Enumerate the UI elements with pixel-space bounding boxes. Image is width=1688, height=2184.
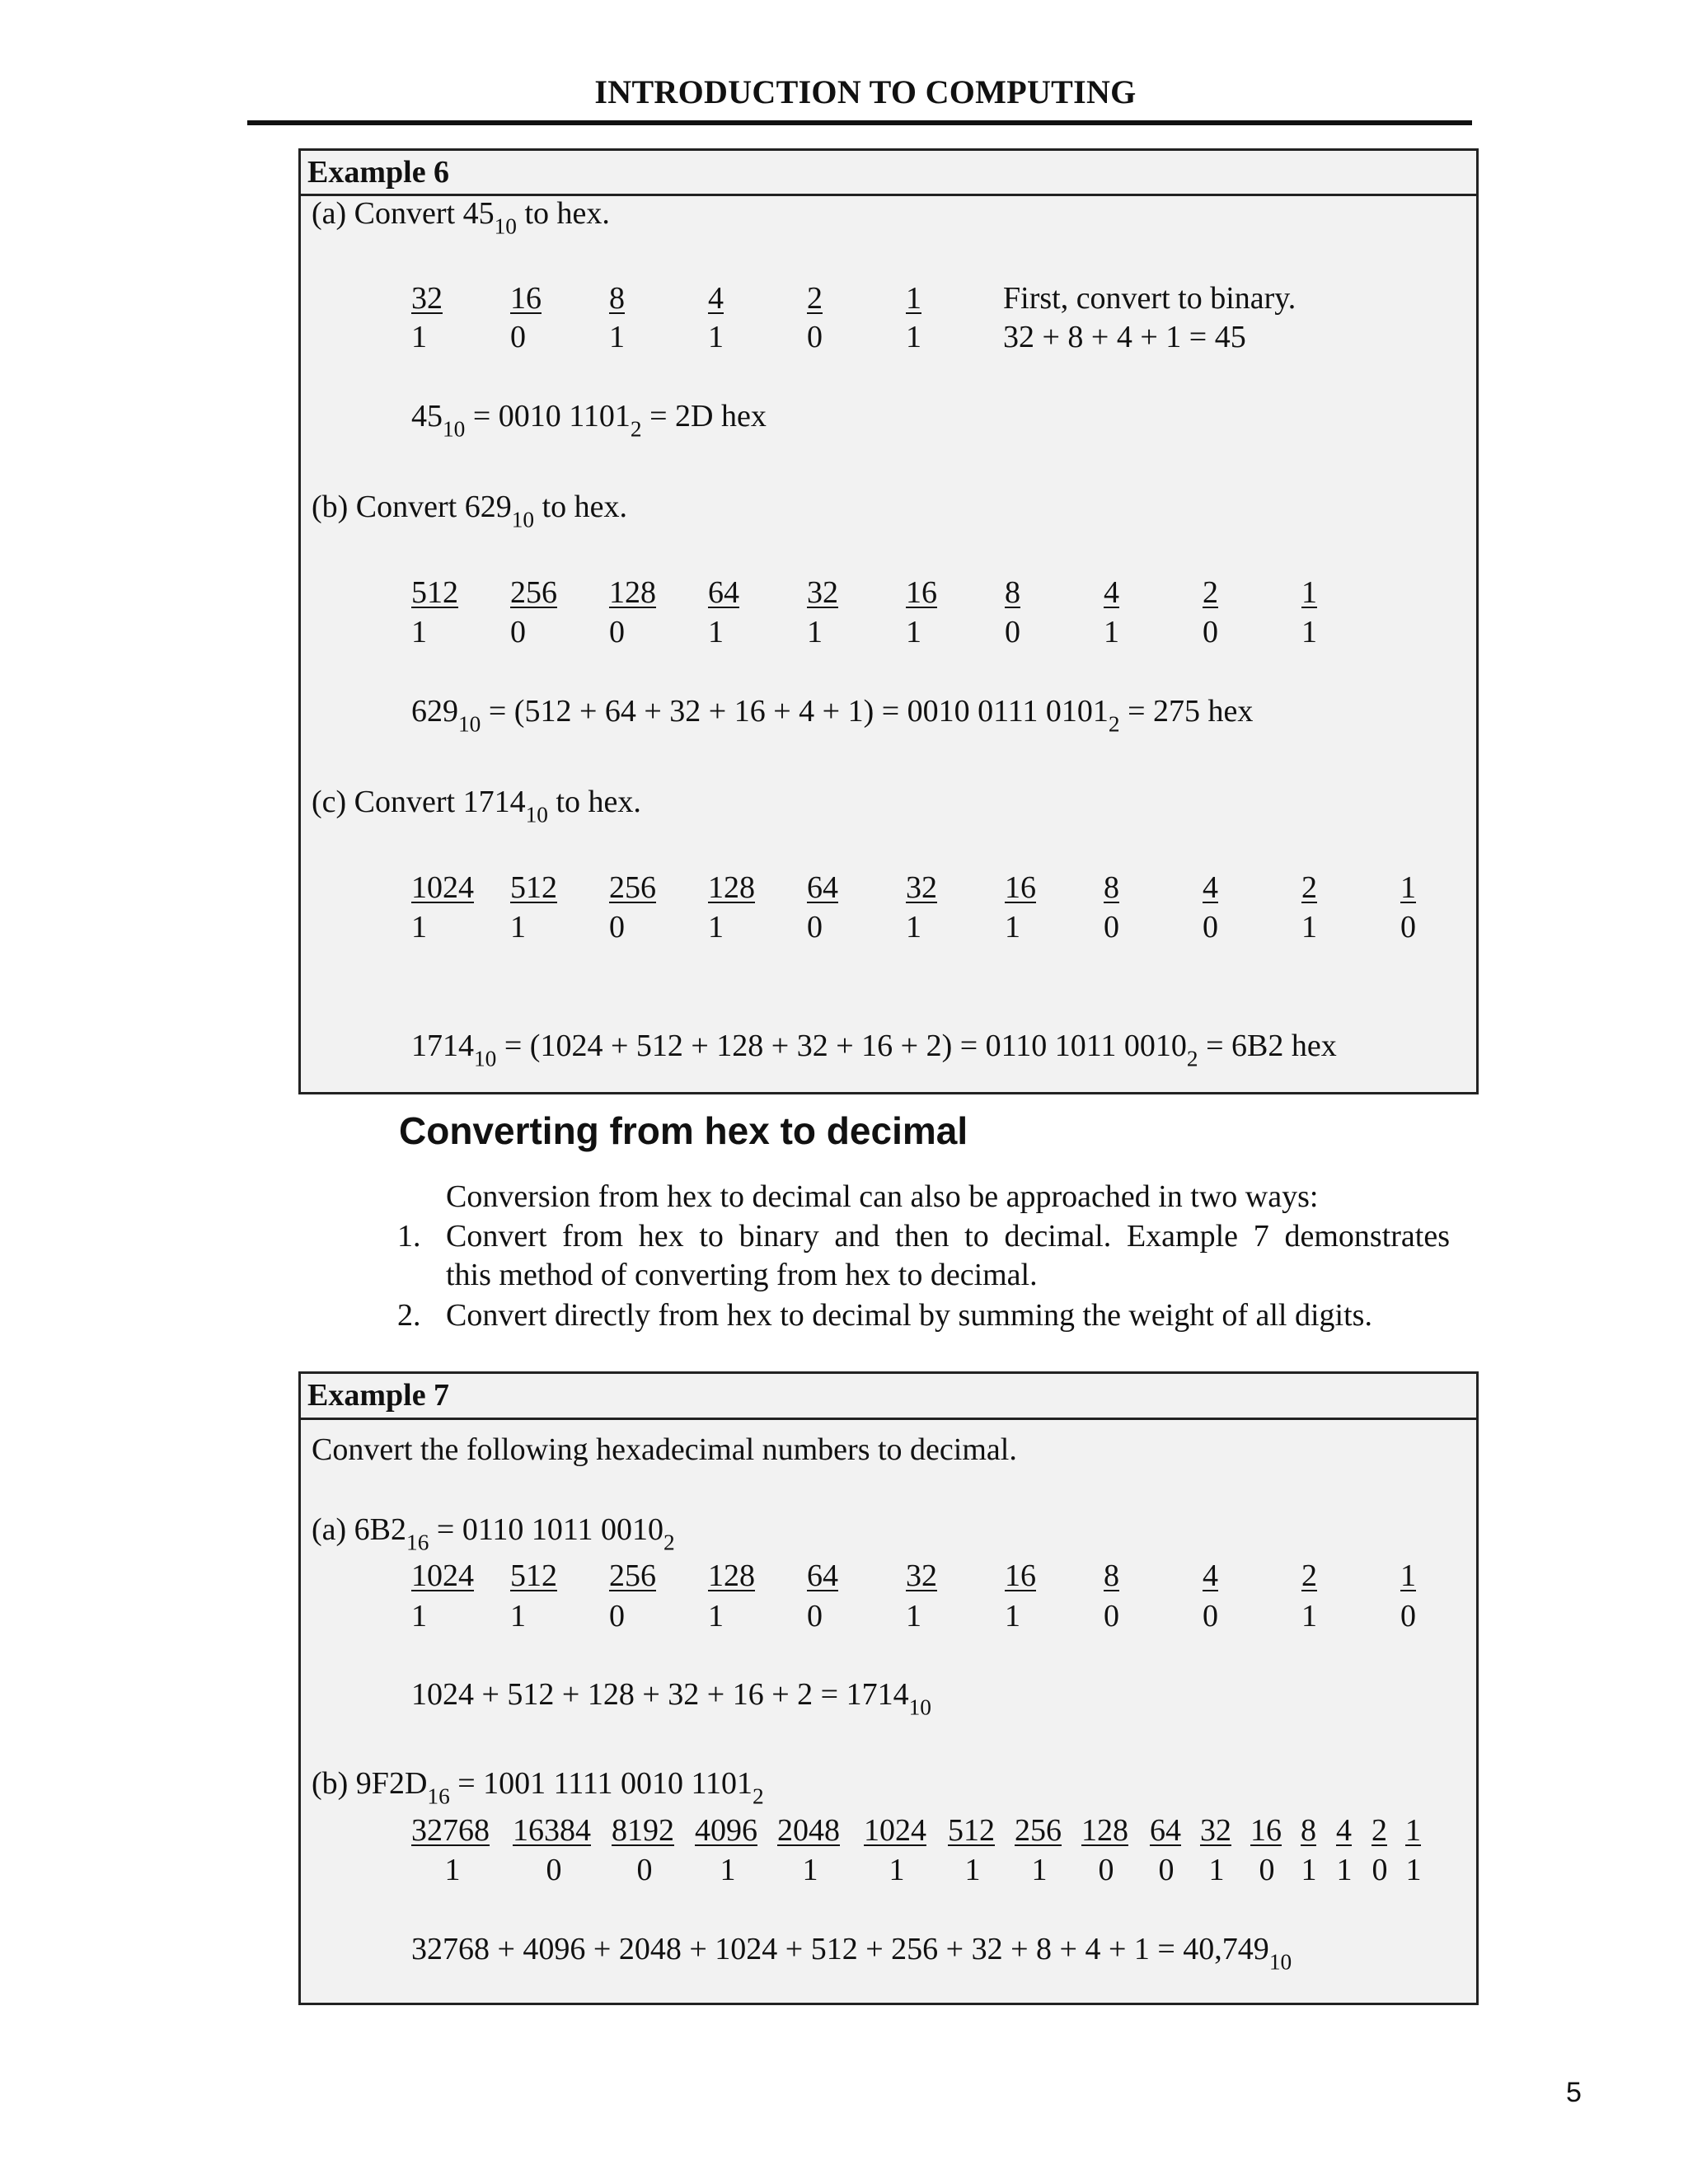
bit-cell: 1 <box>708 910 724 944</box>
bit-cell: 0 <box>1203 910 1218 944</box>
example-6c-prompt: (c) Convert $1714_{10}$ to hex. <box>312 785 641 827</box>
bit-cell: 1 <box>1301 615 1317 649</box>
weight-cell: 4 <box>1104 575 1119 610</box>
weight-cell: 8 <box>1301 1813 1316 1848</box>
bit-cell: 0 <box>807 320 823 354</box>
weight-cell: 32768 <box>411 1813 490 1848</box>
bit-cell: 1 <box>1336 1853 1353 1887</box>
example-6a-note-1: First, convert to binary. <box>1003 281 1296 316</box>
weight-cell: 16 <box>1005 870 1036 905</box>
weight-cell: 64 <box>1150 1813 1181 1848</box>
bit-cell: 0 <box>1203 615 1218 649</box>
bit-cell: 0 <box>1098 1853 1114 1887</box>
bit-cell: 1 <box>906 1599 921 1633</box>
weight-cell: 8 <box>1104 870 1119 905</box>
header-rule <box>247 120 1472 125</box>
bit-cell: 0 <box>1158 1853 1175 1887</box>
weight-cell: 8 <box>609 281 625 316</box>
bit-cell: 0 <box>1104 1599 1119 1633</box>
weight-cell: 16 <box>1250 1813 1282 1848</box>
weight-cell: 16 <box>510 281 542 316</box>
example-7-heading-rule <box>301 1418 1476 1420</box>
weight-cell: 32 <box>1200 1813 1231 1848</box>
example-7-heading: Example 7 <box>307 1378 450 1413</box>
weight-cell: 32 <box>411 281 443 316</box>
weight-cell: 512 <box>948 1813 995 1848</box>
bit-cell: 1 <box>1301 1853 1317 1887</box>
weight-cell: 2 <box>1301 870 1317 905</box>
weight-cell: 32 <box>906 1558 937 1593</box>
list-item-2-line-1: Convert directly from hex to decimal by summing the weight of all digits. <box>446 1298 1372 1333</box>
weight-cell: 256 <box>609 1558 656 1593</box>
example-6a-prompt: (a) Convert $45_{10}$ to hex. <box>312 196 610 239</box>
bit-cell: 0 <box>510 615 526 649</box>
bit-cell: 0 <box>1259 1853 1275 1887</box>
bit-cell: 0 <box>1372 1853 1388 1887</box>
section-title: Converting from hex to decimal <box>399 1109 968 1152</box>
bit-cell: 1 <box>906 910 921 944</box>
weight-cell: 16384 <box>513 1813 591 1848</box>
bit-cell: 1 <box>708 1599 724 1633</box>
page-number: 5 <box>1566 2077 1582 2108</box>
example-6b-result: $629_{10} = (512 + 64 + 32 + 16 + 4 + 1) = 0010$ 0111 $0101_2 = 275$ hex <box>411 694 1254 737</box>
bit-cell: 0 <box>546 1853 562 1887</box>
weight-cell: 4 <box>1203 1558 1218 1593</box>
bit-cell: 1 <box>411 615 427 649</box>
bit-cell: 1 <box>906 615 921 649</box>
weight-cell: 1024 <box>411 870 474 905</box>
bit-cell: 0 <box>1400 1599 1416 1633</box>
list-item-2-number: 2. <box>397 1298 421 1333</box>
bit-cell: 1 <box>720 1853 736 1887</box>
bit-cell: 1 <box>1208 1853 1225 1887</box>
weight-cell: 512 <box>510 870 557 905</box>
weight-cell: 1 <box>906 281 921 316</box>
weight-cell: 2 <box>1372 1813 1387 1848</box>
bit-cell: 1 <box>889 1853 905 1887</box>
example-6a-result: $45_{10} = 0010$ $1101_2 = 2D$ hex <box>411 399 767 442</box>
list-item-1-line-1: Convert from hex to binary and then to decimal. Example 7 demonstrates <box>446 1219 1450 1254</box>
weight-cell: 2 <box>1301 1558 1317 1593</box>
weight-cell: 4 <box>1203 870 1218 905</box>
bit-cell: 0 <box>807 1599 823 1633</box>
bit-cell: 1 <box>708 320 724 354</box>
bit-cell: 1 <box>444 1853 461 1887</box>
bit-cell: 1 <box>1104 615 1119 649</box>
section-intro: Conversion from hex to decimal can also be approached in two ways: <box>446 1179 1319 1214</box>
bit-cell: 1 <box>510 910 526 944</box>
bit-cell: 0 <box>510 320 526 354</box>
weight-cell: 128 <box>708 870 755 905</box>
example-7a-label: (a) $6B2_{16} = 0110$ 1011 $0010_2$ <box>312 1512 675 1555</box>
weight-cell: 8192 <box>612 1813 674 1848</box>
bit-cell: 0 <box>636 1853 653 1887</box>
weight-cell: 64 <box>807 1558 838 1593</box>
weight-cell: 4 <box>708 281 724 316</box>
bit-cell: 1 <box>411 320 427 354</box>
example-7-intro: Convert the following hexadecimal numbers to decimal. <box>312 1432 1017 1467</box>
weight-cell: 4 <box>1336 1813 1352 1848</box>
bit-cell: 1 <box>1005 1599 1020 1633</box>
bit-cell: 1 <box>1031 1853 1048 1887</box>
weight-cell: 16 <box>906 575 937 610</box>
bit-cell: 1 <box>1005 910 1020 944</box>
weight-cell: 32 <box>906 870 937 905</box>
bit-cell: 1 <box>964 1853 981 1887</box>
bit-cell: 0 <box>1005 615 1020 649</box>
example-6c-result: $1714_{10} = (1024 + 512 + 128 + 32 + 16 + 2) = 0110$ 1011 $0010_2 = 6B2$ hex <box>411 1029 1337 1071</box>
bit-cell: 0 <box>807 910 823 944</box>
example-7a-sum: $1024 + 512 + 128 + 32 + 16 + 2 = 1714_{10}$ <box>411 1677 931 1720</box>
weight-cell: 32 <box>807 575 838 610</box>
example-7b-label: (b) $9F2D_{16} = 1001$ 1111 0010 $1101_2$ <box>312 1766 764 1809</box>
bit-cell: 1 <box>510 1599 526 1633</box>
weight-cell: 512 <box>411 575 458 610</box>
weight-cell: 2 <box>807 281 823 316</box>
bit-cell: 1 <box>807 615 823 649</box>
weight-cell: 1 <box>1405 1813 1421 1848</box>
bit-cell: 0 <box>1400 910 1416 944</box>
bit-cell: 1 <box>609 320 625 354</box>
bit-cell: 1 <box>708 615 724 649</box>
example-7b-sum: $32768 + 4096 + 2048 + 1024 + 512 + 256 + 32 + 8 + 4 + 1 = 40,749_{10}$ <box>411 1932 1292 1975</box>
weight-cell: 1024 <box>411 1558 474 1593</box>
bit-cell: 0 <box>609 910 625 944</box>
weight-cell: 8 <box>1104 1558 1119 1593</box>
weight-cell: 512 <box>510 1558 557 1593</box>
weight-cell: 256 <box>609 870 656 905</box>
bit-cell: 0 <box>609 1599 625 1633</box>
weight-cell: 8 <box>1005 575 1020 610</box>
example-6-heading: Example 6 <box>307 155 450 190</box>
bit-cell: 0 <box>1104 910 1119 944</box>
weight-cell: 128 <box>1081 1813 1128 1848</box>
weight-cell: 1 <box>1301 575 1317 610</box>
bit-cell: 1 <box>906 320 921 354</box>
weight-cell: 64 <box>708 575 739 610</box>
bit-cell: 0 <box>609 615 625 649</box>
page-header: INTRODUCTION TO COMPUTING <box>594 73 1137 110</box>
weight-cell: 128 <box>708 1558 755 1593</box>
bit-cell: 1 <box>1405 1853 1422 1887</box>
weight-cell: 64 <box>807 870 838 905</box>
bit-cell: 1 <box>1301 1599 1317 1633</box>
list-item-1-number: 1. <box>397 1219 421 1254</box>
list-item-1-line-2: this method of converting from hex to decimal. <box>446 1258 1038 1292</box>
weight-cell: 2 <box>1203 575 1218 610</box>
bit-cell: 1 <box>411 910 427 944</box>
example-6b-prompt: (b) Convert $629_{10}$ to hex. <box>312 490 628 532</box>
weight-cell: 1 <box>1400 870 1416 905</box>
bit-cell: 1 <box>411 1599 427 1633</box>
example-6a-note-2: 32 + 8 + 4 + 1 = 45 <box>1003 320 1246 354</box>
weight-cell: 16 <box>1005 1558 1036 1593</box>
weight-cell: 1 <box>1400 1558 1416 1593</box>
weight-cell: 4096 <box>695 1813 757 1848</box>
bit-cell: 1 <box>802 1853 818 1887</box>
weight-cell: 2048 <box>777 1813 840 1848</box>
weight-cell: 256 <box>510 575 557 610</box>
bit-cell: 0 <box>1203 1599 1218 1633</box>
weight-cell: 256 <box>1015 1813 1062 1848</box>
bit-cell: 1 <box>1301 910 1317 944</box>
weight-cell: 1024 <box>864 1813 926 1848</box>
weight-cell: 128 <box>609 575 656 610</box>
